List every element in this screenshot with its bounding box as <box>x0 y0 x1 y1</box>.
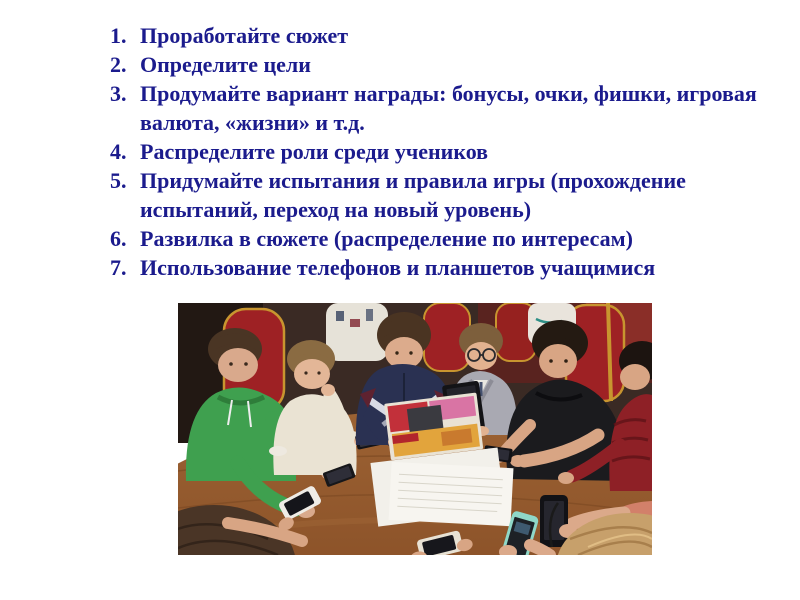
list-item-number: 4. <box>110 139 127 164</box>
list-item-text: Проработайте сюжет <box>140 23 349 48</box>
photo-illustration <box>178 303 652 555</box>
list-item-number: 1. <box>110 23 127 48</box>
list-item-number: 2. <box>110 52 127 77</box>
list-item-number: 6. <box>110 226 127 251</box>
list-item-number: 7. <box>110 255 127 280</box>
list-item-number: 3. <box>110 81 127 106</box>
list-item-number: 5. <box>110 168 127 193</box>
photo-students-with-phones <box>178 303 652 555</box>
numbered-list <box>110 21 776 282</box>
list-item-text: Развилка в сюжете (распределение по интересам) <box>140 226 633 251</box>
list-item <box>110 224 776 253</box>
list-item-text: Определите цели <box>140 52 311 77</box>
list-item-text: Использование телефонов и планшетов учащимися <box>140 255 656 280</box>
list-item <box>110 253 776 282</box>
list-item <box>110 50 776 79</box>
list-item <box>110 137 776 166</box>
list-item-text: Придумайте испытания и правила игры (прохождение испытаний, переход на новый уровень) <box>140 168 686 222</box>
list-item <box>110 21 776 50</box>
list-item <box>110 79 776 137</box>
list-item <box>110 166 776 224</box>
list-item-text: Распределите роли среди учеников <box>140 139 489 164</box>
list-item-text: Продумайте вариант награды: бонусы, очки, фишки, игровая валюта, «жизни» и т.д. <box>140 81 757 135</box>
